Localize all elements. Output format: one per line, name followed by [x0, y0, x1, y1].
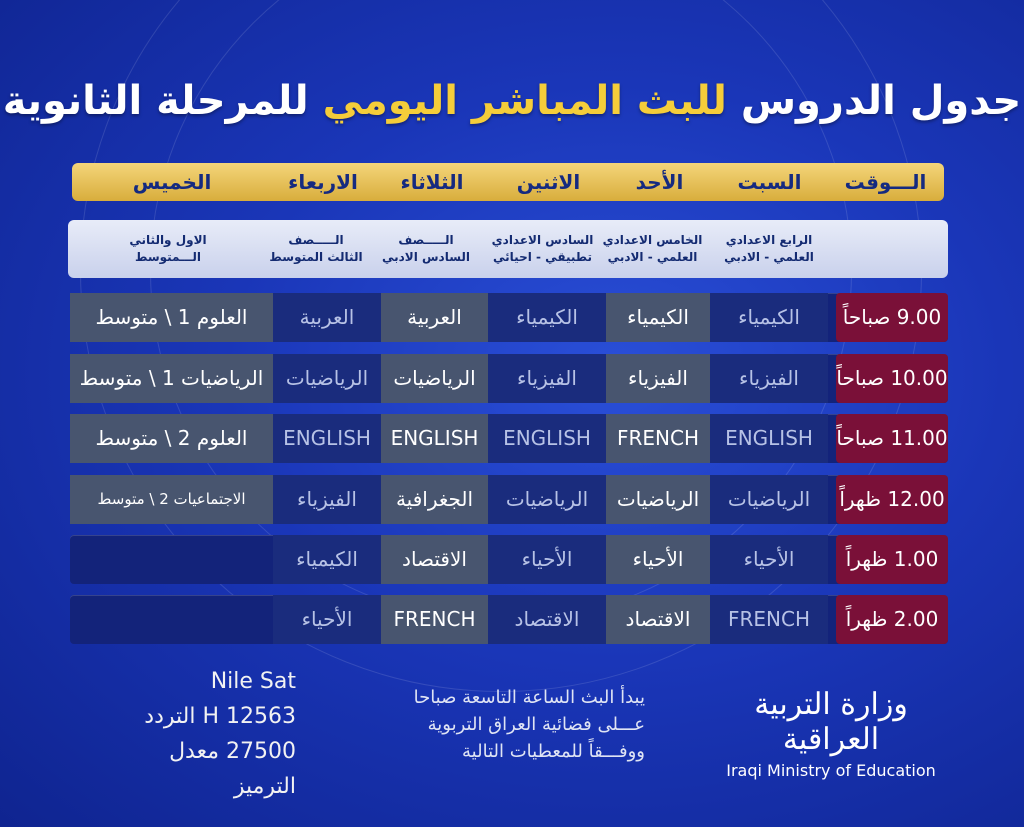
cell-tuesday: الاقتصاد — [381, 535, 488, 584]
cell-tuesday: الجغرافية — [381, 475, 488, 524]
cell-wednesday: الأحياء — [273, 595, 381, 644]
subheader-thursday: الاول والثاني الـــمتوسط — [129, 233, 207, 264]
cell-saturday: الرياضيات — [710, 475, 828, 524]
nilesat-name: Nile Sat — [210, 669, 296, 694]
grade-subheader-bar — [68, 220, 948, 278]
cell-tuesday: ENGLISH — [381, 414, 488, 463]
subheader-monday: السادس الاعدادي تطبيقي - احيائي — [491, 233, 594, 264]
cell-tuesday: FRENCH — [381, 595, 488, 644]
header-time: الـــوقت — [844, 170, 927, 194]
schedule-row — [70, 595, 948, 644]
nilesat-symbol-rate: 27500 معدل الترميز — [169, 739, 296, 799]
cell-monday: الأحياء — [488, 535, 606, 584]
cell-monday: الرياضيات — [488, 475, 606, 524]
header-monday: الاثنين — [516, 170, 581, 194]
note-line: يبدأ البث الساعة التاسعة صباحا — [413, 687, 645, 708]
time-cell: 11.00 صباحاً — [836, 414, 948, 463]
header-sunday: الأحد — [635, 170, 684, 194]
note-line: عـــلى فضائية العراق التربوية — [427, 714, 645, 735]
cell-sunday: الرياضيات — [606, 475, 710, 524]
schedule-row — [70, 354, 948, 403]
day-header-bar — [72, 163, 944, 201]
time-cell: 12.00 ظهراً — [836, 475, 948, 524]
logo-arabic-text: وزارة التربية العراقية — [754, 687, 908, 757]
cell-saturday: FRENCH — [710, 595, 828, 644]
title-part-2: للبث المباشر اليومي — [322, 78, 727, 124]
nilesat-frequency: 12563 H التردد — [144, 704, 296, 729]
cell-thursday: الرياضيات 1 \ متوسط — [70, 354, 273, 403]
cell-sunday: الاقتصاد — [606, 595, 710, 644]
cell-thursday — [70, 535, 273, 584]
cell-saturday: ENGLISH — [710, 414, 828, 463]
cell-wednesday: الرياضيات — [273, 354, 381, 403]
time-cell: 1.00 ظهراً — [836, 535, 948, 584]
cell-monday: الفيزياء — [488, 354, 606, 403]
cell-sunday: الأحياء — [606, 535, 710, 584]
note-line: ووفـــقاً للمعطيات التالية — [462, 741, 645, 762]
time-cell: 10.00 صباحاً — [836, 354, 948, 403]
nilesat-info — [136, 664, 296, 804]
cell-wednesday: العربية — [273, 293, 381, 342]
cell-monday: ENGLISH — [488, 414, 606, 463]
cell-sunday: الفيزياء — [606, 354, 710, 403]
subheader-saturday: الرابع الاعدادي العلمي - الادبي — [724, 233, 814, 264]
schedule-row — [70, 293, 948, 342]
broadcast-note — [340, 684, 645, 765]
cell-monday: الاقتصاد — [488, 595, 606, 644]
cell-saturday: الفيزياء — [710, 354, 828, 403]
schedule-row — [70, 475, 948, 524]
time-cell: 9.00 صباحاً — [836, 293, 948, 342]
schedule-row — [70, 414, 948, 463]
time-cell: 2.00 ظهراً — [836, 595, 948, 644]
cell-sunday: FRENCH — [606, 414, 710, 463]
subheader-wednesday: الـــــصف الثالث المتوسط — [269, 233, 363, 264]
ministry-logo — [720, 687, 942, 780]
cell-sunday: الكيمياء — [606, 293, 710, 342]
cell-thursday: العلوم 2 \ متوسط — [70, 414, 273, 463]
header-thursday: الخميس — [132, 170, 212, 194]
cell-tuesday: الرياضيات — [381, 354, 488, 403]
cell-thursday: الاجتماعيات 2 \ متوسط — [70, 475, 273, 524]
page-title — [0, 78, 1024, 124]
cell-saturday: الأحياء — [710, 535, 828, 584]
logo-english-text: Iraqi Ministry of Education — [726, 761, 936, 780]
cell-tuesday: العربية — [381, 293, 488, 342]
cell-wednesday: الفيزياء — [273, 475, 381, 524]
cell-monday: الكيمياء — [488, 293, 606, 342]
header-tuesday: الثلاثاء — [400, 170, 464, 194]
schedule-row — [70, 535, 948, 584]
title-part-1: جدول الدروس — [740, 78, 1022, 124]
cell-saturday: الكيمياء — [710, 293, 828, 342]
subheader-tuesday: الـــــصف السادس الادبي — [381, 233, 471, 264]
cell-thursday: العلوم 1 \ متوسط — [70, 293, 273, 342]
cell-wednesday: ENGLISH — [273, 414, 381, 463]
cell-wednesday: الكيمياء — [273, 535, 381, 584]
header-saturday: السبت — [737, 170, 802, 194]
header-wednesday: الاربعاء — [288, 170, 358, 194]
title-part-3: للمرحلة الثانوية — [2, 78, 309, 124]
subheader-sunday: الخامس الاعدادي العلمي - الادبي — [602, 233, 703, 264]
cell-thursday — [70, 595, 273, 644]
